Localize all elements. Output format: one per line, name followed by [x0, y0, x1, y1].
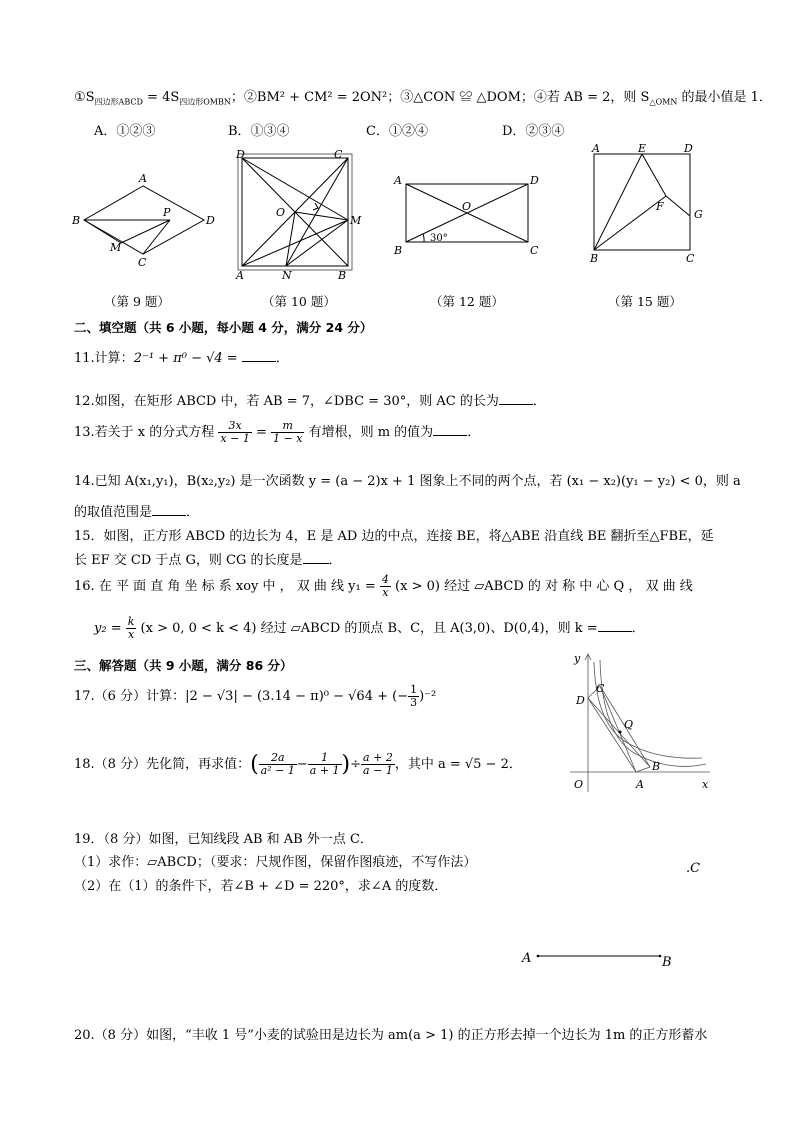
q13: 13.若关于 x 的分式方程 $\frac{3x}{x - 1}$ = $\frac{m}{1 - x}$ 有增根，则 m 的值为 ． — [74, 419, 481, 445]
fig10-label-d: D — [236, 148, 245, 161]
fig15-caption: （第 15 题） — [608, 294, 682, 309]
fig9-label-a: A — [139, 172, 147, 185]
fig9-label-d: D — [206, 214, 215, 227]
q16-line2: y₂ = $\frac{k}{x}$ (x > 0, 0 < k < 4) 经过 ▱ABCD 的顶点 B、C，且 A(3,0)、D(0,4)，则 k = ． — [94, 615, 645, 641]
fig12-label-b: B — [394, 244, 403, 257]
choice-d: D．②③④ — [502, 124, 565, 139]
fig12-caption: （第 12 题） — [430, 294, 504, 309]
figure-15 — [582, 140, 708, 266]
fig9-label-p: P — [163, 206, 171, 219]
choice-a: A．①②③ — [94, 124, 156, 139]
figure-19 — [510, 850, 710, 970]
choice-b: B．①③④ — [228, 124, 290, 139]
fig16-label-a: A — [636, 778, 644, 791]
fig10-label-o: O — [276, 206, 286, 219]
figure-12 — [392, 170, 544, 262]
fig16-label-q: Q — [624, 718, 634, 731]
fig16-label-x: x — [702, 778, 709, 791]
statement-1: $①S_{四边形ABCD} = 4S_{四边形OMBN}$ — [74, 90, 231, 107]
q11: 11.计算：2⁻¹ + π⁰ − √4 = ． — [74, 351, 289, 366]
section-2-title: 二、填空题（共 6 小题，每小题 4 分，满分 24 分） — [74, 320, 373, 335]
figure-16 — [566, 646, 716, 796]
q15-line1: 15．如图，正方形 ABCD 的边长为 4，E 是 AD 边的中点，连接 BE，将△ABE 沿直线 BE 翻折至△FBE，延 — [74, 529, 714, 544]
fig9-label-m: M — [110, 241, 122, 254]
figure-10 — [230, 148, 360, 280]
fig16-label-b: B — [652, 760, 661, 773]
q20: 20.（8 分）如图，“丰收 1 号”小麦的试验田是边长为 am(a > 1) 的正方形去掉一个边长为 1m 的正方形蓄水 — [74, 1028, 708, 1043]
fig12-label-angle: 30° — [430, 233, 448, 244]
fig15-label-b: B — [590, 252, 599, 265]
section-3-title: 三、解答题（共 9 小题，满分 86 分） — [74, 658, 293, 673]
fig10-caption: （第 10 题） — [262, 294, 336, 309]
fig10-label-b: B — [338, 269, 347, 282]
fig12-label-c: C — [530, 244, 539, 257]
q14-line1: 14.已知 A(x₁,y₁)，B(x₂,y₂) 是一次函数 y = (a − 2)x + 1 图象上不同的两个点，若 (x₁ − x₂)(y₁ − y₂) < 0，则 a — [74, 474, 741, 489]
fig19-label-a: A — [522, 951, 532, 966]
fig10-label-a: A — [236, 269, 244, 282]
fig15-label-c: C — [686, 252, 695, 265]
fig15-label-f: F — [656, 200, 664, 213]
q19-title: 19．（8 分）如图，已知线段 AB 和 AB 外一点 C． — [74, 832, 373, 847]
fig9-label-b: B — [72, 214, 81, 227]
fig16-label-c: C — [596, 682, 605, 695]
figure-9 — [68, 170, 218, 275]
statement-2: ；②BM² + CM² = 2ON²； — [230, 90, 401, 105]
fig9-caption: （第 9 题） — [104, 294, 170, 309]
fig9-label-c: C — [138, 256, 147, 269]
q14-line2: 的取值范围是 ． — [74, 505, 200, 520]
q19-part1: （1）求作：▱ABCD；（要求：尺规作图，保留作图痕迹，不写作法） — [74, 855, 477, 870]
fig10-label-c: C — [334, 148, 343, 161]
fig12-label-a: A — [394, 174, 402, 187]
fig19-label-b: B — [662, 955, 672, 970]
fig16-label-y: y — [574, 652, 581, 665]
fig15-label-a: A — [592, 142, 600, 155]
q10-statements — [74, 86, 772, 108]
q19-part2: （2）在（1）的条件下，若∠B + ∠D = 220°，求∠A 的度数． — [74, 879, 448, 894]
fig15-label-d: D — [684, 142, 693, 155]
statement-4: ④若 AB = 2，则 $S_{\triangle OMN}$ 的最小值是 1． — [533, 90, 772, 107]
fig10-label-n: N — [282, 269, 292, 282]
q17: 17.（6 分）计算：|2 − √3| − (3.14 − π)⁰ − √64 + (− $\frac{1}{3}$ )⁻² — [74, 683, 437, 709]
q18: 18.（8 分）先化简，再求值：( $\frac{2a}{\text{a² − 1}}$ − $\frac{1}{a + 1}$ )÷ $\frac{a + 2}{a - 1}$ ，其中 a = √5 − 2． — [74, 751, 522, 777]
point-q — [619, 731, 622, 734]
fig15-label-g: G — [694, 208, 703, 221]
fig15-label-e: E — [638, 142, 647, 155]
q12: 12.如图，在矩形 ABCD 中，若 AB = 7，∠DBC = 30°，则 AC 的长为 ． — [74, 394, 546, 409]
fig16-label-d: D — [576, 694, 585, 707]
statement-3: ③△CON ≌ △DOM； — [400, 90, 534, 105]
fig12-label-d: D — [530, 174, 539, 187]
fig12-label-o: O — [462, 200, 472, 213]
fig10-label-m: M — [350, 214, 362, 227]
choice-c: C．①②④ — [366, 124, 428, 139]
fig19-label-c: .C — [686, 861, 701, 876]
q16-line1: 16. 在 平 面 直 角 坐 标 系 xoy 中 ， 双 曲 线 y₁ = $\frac{4}{x}$ (x > 0) 经过 ▱ABCD 的 对 称 中 心 Q ， 双 曲 线 — [74, 573, 693, 599]
q15-line2: 长 EF 交 CD 于点 G，则 CG 的长度是 ． — [74, 553, 342, 568]
fig16-label-o: O — [574, 778, 584, 791]
